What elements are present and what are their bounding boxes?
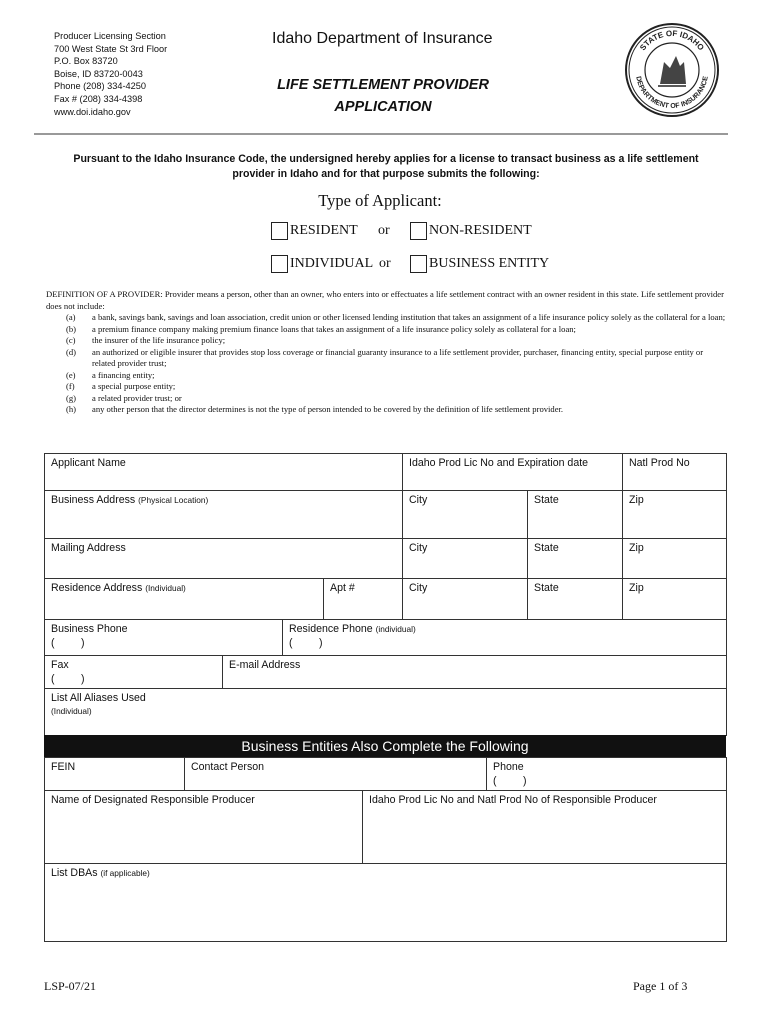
fax-label: Fax [51,659,69,671]
mailing-city-field[interactable] [403,539,528,579]
contact-grid [44,619,727,736]
idaho-lic-label: Idaho Prod Lic No and Expiration date [409,457,589,469]
header-divider [34,133,728,135]
business-phone-label: Business Phone [51,623,128,635]
address-line: Phone (208) 334-4250 [54,81,146,92]
aliases-note: (Individual) [51,706,92,716]
address-grid [44,490,727,620]
phone-paren: ( ) [51,637,85,649]
residence-city-field[interactable] [403,579,528,620]
non-resident-label: NON-RESIDENT [429,223,532,238]
item-letter: (a) [66,312,76,322]
aliases-field[interactable] [45,689,727,736]
business-entity-label: BUSINESS ENTITY [429,256,550,271]
residence-state-field[interactable] [528,579,623,620]
responsible-producer-lic-field[interactable] [363,791,727,864]
definition-intro: DEFINITION OF A PROVIDER: Provider means a person, other than an owner, who enters into or effectuates a life settlement contract with an owner resident in this state. Life settlement provider does not include: [46,289,724,311]
phone-paren: ( ) [289,637,323,649]
definition-item [46,347,726,370]
address-line: Fax # (208) 334-4398 [54,93,143,104]
state-label: State [534,542,559,554]
item-text: a special purpose entity; [92,381,176,391]
residence-zip-field[interactable] [623,579,727,620]
responsible-producer-field[interactable] [45,791,363,864]
item-letter: (g) [66,392,77,403]
residence-phone-note: (individual) [375,624,416,634]
apt-label: Apt # [330,582,355,594]
item-text: any other person that the director determines is not the type of person intended to be covered by the definition of life settlement provider. [92,404,564,414]
business-contact-phone-field[interactable] [487,758,727,791]
form-title [258,74,508,118]
resident-label: RESIDENT [290,223,358,238]
mailing-address-field[interactable] [45,539,403,579]
dbas-field[interactable] [45,864,727,942]
email-field[interactable] [223,656,727,689]
address-line: Boise, ID 83720-0043 [54,68,143,79]
dbas-note: (if applicable) [100,868,150,878]
city-label: City [409,542,428,554]
applicant-name-field[interactable] [45,454,403,491]
responsible-producer-label: Name of Designated Responsible Producer [51,794,255,806]
natl-prod-label: Natl Prod No [629,457,690,469]
non-resident-checkbox[interactable] [410,222,427,240]
form-id: LSP-07/21 [44,979,97,993]
business-city-field[interactable] [403,491,528,539]
provider-definition [46,289,726,416]
item-text: the insurer of the life insurance policy; [92,335,226,345]
website-link[interactable]: www.doi.idaho.gov [54,106,131,117]
seal-text-bottom: DEPARTMENT OF INSURANCE [634,75,710,111]
contact-person-label: Contact Person [191,761,265,773]
item-letter: (d) [66,346,77,357]
idaho-lic-field[interactable] [403,454,623,491]
responsible-lic-label: Idaho Prod Lic No and Natl Prod No of Responsible Producer [369,794,657,806]
intro-statement: Pursuant to the Idaho Insurance Code, the undersigned hereby applies for a license to transact business as a life settlement provider in Idaho and for that purpose submits the following: [73,153,699,180]
item-letter: (f) [66,381,75,391]
individual-label: INDIVIDUAL [290,256,374,271]
mailing-state-field[interactable] [528,539,623,579]
form-title-line2: APPLICATION [334,99,432,115]
fein-label: FEIN [51,761,76,773]
natl-prod-field[interactable] [623,454,727,491]
applicant-info-grid [44,453,727,491]
department-seal-icon [624,22,720,118]
applicant-name-label: Applicant Name [51,457,126,469]
residence-phone-field[interactable] [283,620,727,656]
state-label: State [534,582,559,594]
definition-item [46,324,726,336]
email-label: E-mail Address [229,659,301,671]
definition-item [46,335,726,347]
business-entities-banner: Business Entities Also Complete the Following [44,735,726,757]
item-text: a related provider trust; or [92,392,182,403]
definition-item [46,381,726,393]
business-phone-field[interactable] [45,620,283,656]
resident-checkbox[interactable] [271,222,288,240]
city-label: City [409,494,428,506]
mailing-address-label: Mailing Address [51,542,126,554]
page-number: Page 1 of 3 [633,979,688,993]
definition-item [46,370,726,382]
business-state-field[interactable] [528,491,623,539]
aliases-label: List All Aliases Used [51,692,146,704]
item-text: a premium finance company making premium finance loans that takes an assignment of a life insurance policy solely as collateral for a loan; [92,323,576,334]
address-line: Producer Licensing Section [54,31,166,41]
dbas-label: List DBAs [51,867,98,879]
business-address-note: (Physical Location) [138,495,209,505]
zip-label: Zip [629,542,644,554]
apt-field[interactable] [324,579,403,620]
fax-field[interactable] [45,656,223,689]
item-text: a bank, savings bank, savings and loan association, credit union or other licensed lending institution that takes an assignment of a life insurance policy solely as the collateral for a loan; [92,312,726,322]
item-letter: (h) [66,404,77,414]
address-line: 700 West State St 3rd Floor [54,43,168,54]
item-letter: (b) [66,323,77,334]
residence-address-note: (Individual) [145,583,186,593]
zip-label: Zip [629,582,644,594]
contact-person-field[interactable] [185,758,487,791]
fein-field[interactable] [45,758,185,791]
definition-item [46,404,726,416]
office-address [54,30,167,118]
item-text: an authorized or eligible insurer that provides stop loss coverage or financial guaranty insurance to a life settlement provider, purchaser, financing entity, special purpose entity or related provider trust; [92,346,704,368]
applicant-type-heading: Type of Applicant: [318,191,442,210]
mailing-zip-field[interactable] [623,539,727,579]
individual-checkbox[interactable] [271,255,288,273]
zip-label: Zip [629,494,644,506]
residence-address-label: Residence Address [51,582,143,594]
definition-item [46,393,726,405]
fax-paren: ( ) [51,673,85,685]
item-text: a financing entity; [92,369,155,380]
business-address-field[interactable] [45,491,403,539]
item-letter: (e) [66,369,76,380]
form-title-line1: LIFE SETTLEMENT PROVIDER [277,77,489,93]
phone-paren: ( ) [493,775,527,787]
residence-address-field[interactable] [45,579,324,620]
or-label: or [378,223,390,238]
state-label: State [534,494,559,506]
definition-item [46,312,726,324]
department-name: Idaho Department of Insurance [272,30,493,47]
business-zip-field[interactable] [623,491,727,539]
city-label: City [409,582,428,594]
phone-label: Phone [493,761,524,773]
address-line: P.O. Box 83720 [54,56,118,67]
or-label: or [379,256,391,271]
seal-text-top: STATE OF IDAHO [638,28,706,53]
item-letter: (c) [66,335,76,345]
residence-phone-label: Residence Phone [289,623,373,635]
business-entity-checkbox[interactable] [410,255,427,273]
business-address-label: Business Address [51,494,136,506]
business-entity-grid [44,757,727,942]
